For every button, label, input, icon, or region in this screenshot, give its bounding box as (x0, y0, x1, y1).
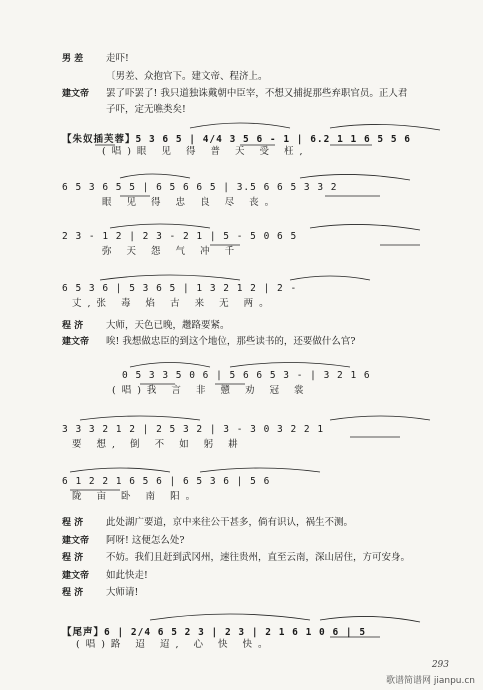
speaker-label: 程 济 (62, 553, 84, 563)
lyrics-line: (唱)我 言 非 戆 劝 冠 裳 (112, 385, 310, 396)
watermark: 歌谱简谱网 jianpu.cn (385, 676, 475, 686)
lyrics-line: 丈,张 毒 焰 古 来 无 两。 (72, 298, 275, 309)
dialogue-text: 阿呀! 这便怎么处? (106, 535, 185, 546)
jianpu-notes: 【尾声】6 | 2/4 6 5 2 3 | 2 3 | 2 1 6 1 0 6 | 5 (62, 627, 367, 638)
dialogue-text: 走吓! (106, 53, 129, 64)
lyrics-line: (唱)眼 见 得 普 天 受 枉, (102, 146, 309, 157)
dialogue-text: 大师请! (106, 587, 139, 598)
jianpu-notes: 6 1 2 2 1 6 5 6 | 6 5 3 6 | 5 6 (62, 476, 271, 487)
dialogue-text: 唉! 我想做忠臣的到这个地位，那些读书的，还要做什么官? (106, 336, 356, 347)
jianpu-notes: 【朱奴插芙蓉】5 3 6 5 | 4/4 3 5 6 - 1 | 6.2 1 1 6 5 5 6 (62, 134, 411, 145)
lyrics-line: 眼 见 得 忠 良 尽 丧。 (102, 197, 281, 208)
page-number: 293 (431, 660, 449, 670)
dialogue-text: 罢了吓罢了! 我只道独诛戴朝中臣宰，不想又捕捉那些弃职官员。正人君 (106, 88, 408, 99)
jianpu-notes: 6 5 3 6 | 5 3 6 5 | 1 3 2 1 2 | 2 - (62, 283, 298, 294)
dialogue-text: 子吓，定无噍类矣! (106, 104, 186, 115)
dialogue-text: 大师，天色已晚，趱路要紧。 (106, 320, 230, 331)
dialogue-text: 不妨。我们且赶到武冈州，速往贵州，直至云南，深山居住，方可安身。 (106, 552, 411, 563)
lyrics-line: 弥 天 怨 气 冲 千 (102, 246, 241, 257)
speaker-label: 建文帝 (62, 337, 90, 347)
lyrics-line: (唱)路 迢 迢, 心 快 快。 (76, 639, 274, 650)
speaker-label: 建文帝 (62, 571, 90, 581)
jianpu-notes: 2 3 - 1 2 | 2 3 - 2 1 | 5 - 5 0 6 5 (62, 231, 298, 242)
speaker-label: 建文帝 (62, 536, 90, 546)
jianpu-notes: 6 5 3 6 5 5 | 6 5 6 6 5 | 3.5 6 6 5 3 3 2 (62, 182, 338, 193)
dialogue-text: 〔男差、众抱官下。建文帝、程济上。 (106, 71, 268, 82)
speaker-label: 建文帝 (62, 89, 90, 99)
lyrics-line: 要 想, 倒 不 如 躬 耕 (72, 439, 244, 450)
speaker-label: 程 济 (62, 518, 84, 528)
jianpu-notes: 0 5 3 3 5 0 6 | 5 6 6 5 3 - | 3 2 1 6 (122, 370, 371, 381)
dialogue-text: 如此快走! (106, 570, 148, 581)
speaker-label: 男 差 (62, 54, 84, 64)
speaker-label: 程 济 (62, 321, 84, 331)
lyrics-line: 陇 亩 卧 南 阳。 (72, 491, 202, 502)
dialogue-text: 此处湖广要道，京中来往公干甚多，倘有识认，祸生不测。 (106, 517, 354, 528)
speaker-label: 程 济 (62, 588, 84, 598)
jianpu-notes: 3 3 3 2 1 2 | 2 5 3 2 | 3 - 3 0 3 2 2 1 (62, 424, 325, 435)
